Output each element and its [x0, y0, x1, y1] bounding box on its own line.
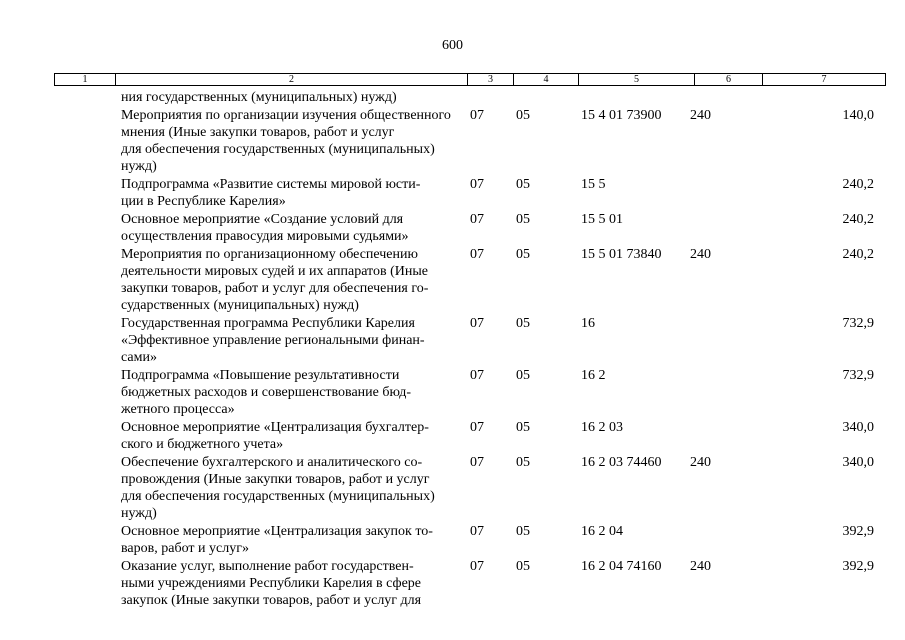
section-code: 07 — [470, 368, 484, 383]
row-description-line: ными учреждениями Республики Карелия в сфере — [121, 576, 422, 591]
row-description-line: нужд) — [121, 506, 157, 521]
table-row — [0, 176, 905, 211]
target-article-code: 15 5 01 73840 — [581, 247, 662, 262]
amount: 392,9 — [842, 559, 874, 574]
section-code: 07 — [470, 559, 484, 574]
amount: 732,9 — [842, 316, 874, 331]
column-header-2: 2 — [116, 74, 468, 86]
row-description-line: сударственных (муниципальных) нужд) — [121, 298, 359, 313]
row-description-line: Основное мероприятие «Централизация бухгалтер- — [121, 420, 429, 435]
row-description-line: для обеспечения государственных (муниципальных) — [121, 489, 435, 504]
row-description-line: Оказание услуг, выполнение работ государствен- — [121, 559, 414, 574]
expense-type-code: 240 — [690, 559, 711, 574]
row-description-line: мнения (Иные закупки товаров, работ и услуг — [121, 125, 395, 140]
row-description-line: варов, работ и услуг» — [121, 541, 249, 556]
amount: 140,0 — [842, 108, 874, 123]
row-description-line: для обеспечения государственных (муниципальных) — [121, 142, 435, 157]
row-description — [121, 367, 466, 418]
row-description — [121, 176, 466, 210]
subsection-code: 05 — [516, 420, 530, 435]
table-row — [0, 367, 905, 419]
subsection-code: 05 — [516, 177, 530, 192]
subsection-code: 05 — [516, 212, 530, 227]
row-description-line: «Эффективное управление региональными финан- — [121, 333, 425, 348]
target-article-code: 15 4 01 73900 — [581, 108, 662, 123]
table-body — [0, 89, 905, 610]
subsection-code: 05 — [516, 524, 530, 539]
expense-type-code: 240 — [690, 247, 711, 262]
target-article-code: 15 5 01 — [581, 212, 623, 227]
section-code: 07 — [470, 212, 484, 227]
subsection-code: 05 — [516, 559, 530, 574]
row-description — [121, 246, 466, 314]
amount: 240,2 — [842, 212, 874, 227]
subsection-code: 05 — [516, 108, 530, 123]
row-description-line: Подпрограмма «Повышение результативности — [121, 368, 400, 383]
section-code: 07 — [470, 420, 484, 435]
row-description-line: провождения (Иные закупки товаров, работ и услуг — [121, 472, 430, 487]
row-description-line: Основное мероприятие «Централизация закупок то- — [121, 524, 433, 539]
subsection-code: 05 — [516, 455, 530, 470]
table-row — [0, 246, 905, 315]
row-description — [121, 558, 466, 609]
row-description-line: Подпрограмма «Развитие системы мировой юсти- — [121, 177, 421, 192]
amount: 240,2 — [842, 177, 874, 192]
row-description — [121, 315, 466, 366]
column-header-3: 3 — [468, 74, 514, 86]
table-row — [0, 89, 905, 107]
table-row — [0, 315, 905, 367]
target-article-code: 16 — [581, 316, 595, 331]
section-code: 07 — [470, 247, 484, 262]
row-description-line: ции в Республике Карелия» — [121, 194, 286, 209]
section-code: 07 — [470, 316, 484, 331]
amount: 732,9 — [842, 368, 874, 383]
target-article-code: 16 2 04 — [581, 524, 623, 539]
row-description-line: ния государственных (муниципальных) нужд) — [121, 90, 397, 105]
target-article-code: 16 2 — [581, 368, 606, 383]
section-code: 07 — [470, 177, 484, 192]
row-description — [121, 211, 466, 245]
row-description — [121, 89, 466, 106]
expense-type-code: 240 — [690, 108, 711, 123]
section-code: 07 — [470, 108, 484, 123]
column-header-row — [54, 73, 886, 86]
row-description-line: бюджетных расходов и совершенствование бюд- — [121, 385, 412, 400]
amount: 340,0 — [842, 420, 874, 435]
row-description — [121, 419, 466, 453]
row-description — [121, 454, 466, 522]
subsection-code: 05 — [516, 368, 530, 383]
column-header-4: 4 — [514, 74, 579, 86]
table-row — [0, 419, 905, 454]
row-description-line: закупок (Иные закупки товаров, работ и услуг для — [121, 593, 422, 608]
subsection-code: 05 — [516, 316, 530, 331]
row-description-line: Государственная программа Республики Карелия — [121, 316, 415, 331]
row-description-line: Мероприятия по организационному обеспечению — [121, 247, 418, 262]
column-header-1: 1 — [55, 74, 116, 86]
table-row — [0, 107, 905, 176]
row-description-line: Обеспечение бухгалтерского и аналитического со- — [121, 455, 423, 470]
expense-type-code: 240 — [690, 455, 711, 470]
row-description-line: Основное мероприятие «Создание условий для — [121, 212, 404, 227]
row-description — [121, 523, 466, 557]
target-article-code: 15 5 — [581, 177, 606, 192]
subsection-code: 05 — [516, 247, 530, 262]
row-description — [121, 107, 466, 175]
row-description-line: осуществления правосудия мировыми судьями» — [121, 229, 409, 244]
row-description-line: деятельности мировых судей и их аппаратов (Иные — [121, 264, 428, 279]
section-code: 07 — [470, 524, 484, 539]
column-header-7: 7 — [763, 74, 886, 86]
amount: 392,9 — [842, 524, 874, 539]
column-header-6: 6 — [695, 74, 763, 86]
table-row — [0, 454, 905, 523]
row-description-line: Мероприятия по организации изучения общественного — [121, 108, 451, 123]
target-article-code: 16 2 03 — [581, 420, 623, 435]
amount: 240,2 — [842, 247, 874, 262]
table-row — [0, 211, 905, 246]
row-description-line: нужд) — [121, 159, 157, 174]
page-number: 600 — [442, 38, 463, 53]
target-article-code: 16 2 04 74160 — [581, 559, 662, 574]
amount: 340,0 — [842, 455, 874, 470]
row-description-line: закупки товаров, работ и услуг для обеспечения го- — [121, 281, 429, 296]
section-code: 07 — [470, 455, 484, 470]
table-row — [0, 523, 905, 558]
row-description-line: ского и бюджетного учета» — [121, 437, 284, 452]
row-description-line: сами» — [121, 350, 157, 365]
target-article-code: 16 2 03 74460 — [581, 455, 662, 470]
table-row — [0, 558, 905, 610]
row-description-line: жетного процесса» — [121, 402, 235, 417]
column-header-5: 5 — [579, 74, 695, 86]
